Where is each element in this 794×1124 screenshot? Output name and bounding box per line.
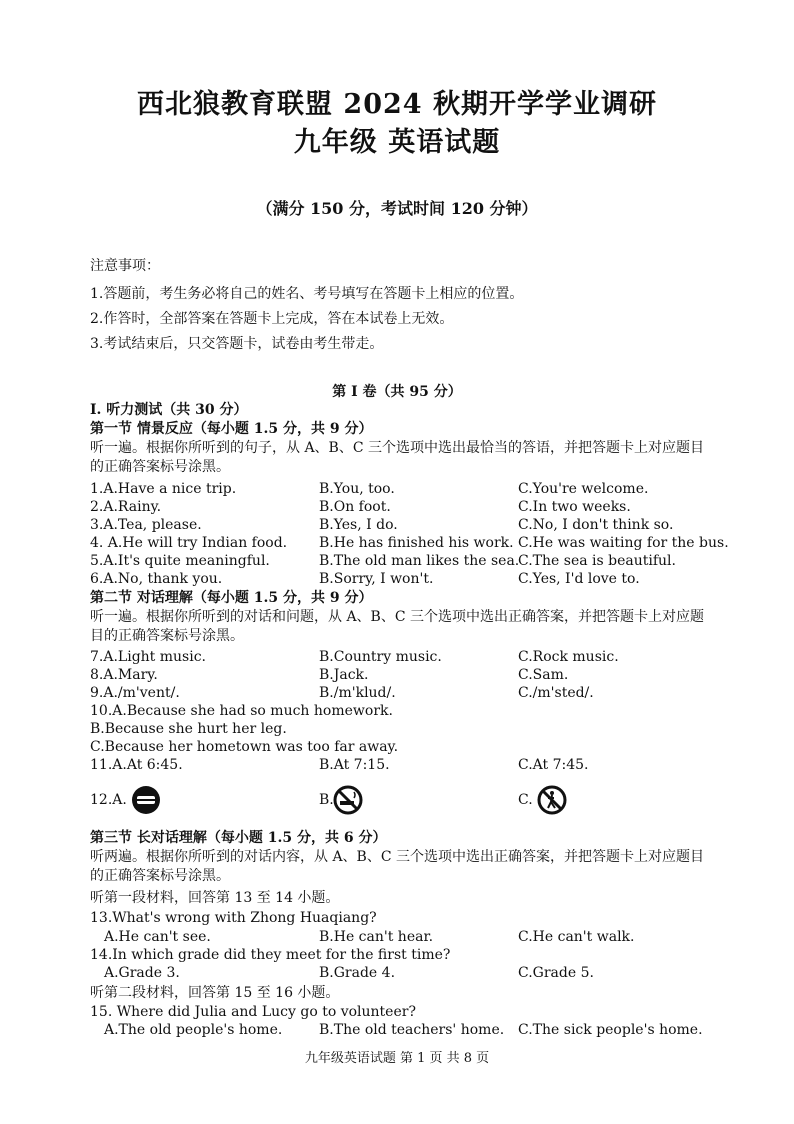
option-a: 5.A.It's quite meaningful. [90,553,270,569]
option-a: 2.A.Rainy. [90,499,162,515]
option-c: C.Rock music. [518,649,619,665]
option-b: B.Sorry, I won't. [319,571,434,587]
q10-option-c: C.Because her hometown was too far away. [90,739,399,755]
sec1-instruction-1: 听一遍。根据你所听到的句子，从 A、B、C 三个选项中选出最恰当的答语，并把答题卡上对应题目 [90,440,705,456]
option-b: B.He can't hear. [319,929,434,945]
option-a: 7.A.Light music. [90,649,206,665]
question-row [90,964,720,982]
no-parking-icon [130,784,162,816]
option-a: A.The old people's home. [104,1022,283,1038]
option-c: C.At 7:45. [518,757,589,773]
question-row [90,928,720,946]
question-row [90,1021,720,1039]
question-row [90,516,720,534]
option-b: B.On foot. [319,499,391,515]
notice-item-1: 1.答题前，考生务必将自己的姓名、考号填写在答题卡上相应的位置。 [90,286,524,302]
option-a: 6.A.No, thank you. [90,571,223,587]
option-b: B.Yes, I do. [319,517,398,533]
option-a: A.Grade 3. [104,965,180,981]
option-a: 11.A.At 6:45. [90,757,183,773]
notice-title: 注意事项： [90,258,160,274]
option-a: 9.A./m'vent/. [90,685,180,701]
question-row [90,552,720,570]
q15-stem: 15. Where did Julia and Lucy go to volunteer? [90,1004,416,1020]
part-title: 第 I 卷（共 95 分） [332,384,462,400]
option-b: B.He has finished his work. [319,535,514,551]
option-c: C.He was waiting for the bus. [518,535,729,551]
q12-row [90,784,720,818]
no-walking-icon [536,784,568,816]
q14-stem: 14.In which grade did they meet for the first time? [90,947,451,963]
option-c: C.In two weeks. [518,499,631,515]
option-b: B.The old teachers' home. [319,1022,505,1038]
option-a: 8.A.Mary. [90,667,158,683]
option-b: B./m'klud/. [319,685,396,701]
sec2-instruction-2: 目的正确答案标号涂黑。 [90,628,244,644]
option-c: C.The sick people's home. [518,1022,703,1038]
option-c: C.You're welcome. [518,481,649,497]
section-title: I. 听力测试（共 30 分） [90,402,248,418]
question-row [90,480,720,498]
option-c: C.Yes, I'd love to. [518,571,640,587]
option-b: B.The old man likes the sea. [319,553,520,569]
option-a: A.He can't see. [104,929,211,945]
option-a: 3.A.Tea, please. [90,517,202,533]
material-1-note: 听第一段材料，回答第 13 至 14 小题。 [90,890,340,906]
sec2-instruction-1: 听一遍。根据你所听到的对话和问题，从 A、B、C 三个选项中选出正确答案，并把答题卡上对应题 [90,609,705,625]
option-b: B. [319,792,334,808]
option-b: B.At 7:15. [319,757,390,773]
sec3-instruction-2: 的正确答案标号涂黑。 [90,868,230,884]
q10-option-b: B.Because she hurt her leg. [90,721,287,737]
question-row [90,498,720,516]
question-row [90,570,720,588]
page-footer: 九年级英语试题 第 1 页 共 8 页 [304,1051,490,1066]
question-row [90,756,720,774]
sec3-title: 第三节 长对话理解（每小题 1.5 分，共 6 分） [90,830,387,846]
option-c: C.The sea is beautiful. [518,553,676,569]
q13-stem: 13.What's wrong with Zhong Huaqiang? [90,910,377,926]
option-b: B.Grade 4. [319,965,396,981]
exam-title-line1: 西北狼教育联盟 2024 秋期开学学业调研 [137,89,657,120]
option-c: C.No, I don't think so. [518,517,674,533]
sec3-instruction-1: 听两遍。根据你所听到的对话内容，从 A、B、C 三个选项中选出正确答案，并把答题卡上对应题目 [90,849,705,865]
option-a: 4. A.He will try Indian food. [90,535,288,551]
option-b: B.Country music. [319,649,442,665]
no-smoking-icon [332,784,364,816]
option-c: C.He can't walk. [518,929,635,945]
question-row [90,648,720,666]
option-b: B.Jack. [319,667,369,683]
option-c: C.Sam. [518,667,569,683]
sec2-title: 第二节 对话理解（每小题 1.5 分，共 9 分） [90,590,373,606]
option-c: C.Grade 5. [518,965,594,981]
q10-option-a: 10.A.Because she had so much homework. [90,703,393,719]
option-c: C. [518,792,533,808]
sec1-instruction-2: 的正确答案标号涂黑。 [90,459,230,475]
question-row [90,534,729,552]
notice-item-3: 3.考试结束后，只交答题卡，试卷由考生带走。 [90,336,384,352]
material-2-note: 听第二段材料，回答第 15 至 16 小题。 [90,985,340,1001]
option-b: B.You, too. [319,481,395,497]
option-c: C./m'sted/. [518,685,594,701]
exam-subtitle: （满分 150 分，考试时间 120 分钟） [256,199,538,218]
option-a: 1.A.Have a nice trip. [90,481,237,497]
question-row [90,666,720,684]
notice-item-2: 2.作答时，全部答案在答题卡上完成，答在本试卷上无效。 [90,311,454,327]
exam-title-line2: 九年级 英语试题 [293,127,501,158]
question-row [90,684,720,702]
sec1-title: 第一节 情景反应（每小题 1.5 分，共 9 分） [90,421,373,437]
option-a: 12.A. [90,792,127,808]
